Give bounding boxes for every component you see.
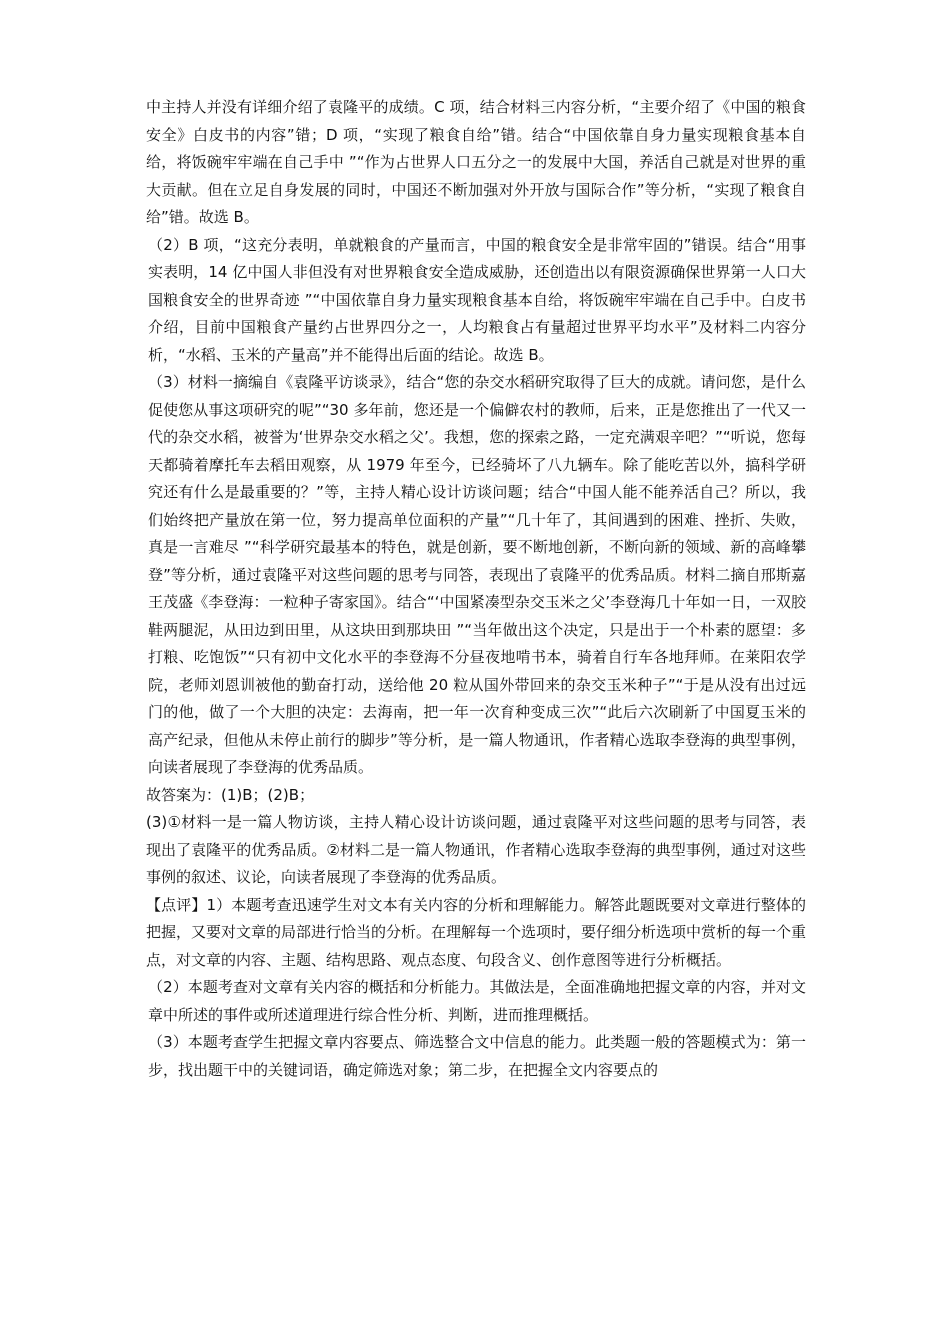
paragraph-analysis-2: （2）B 项，“这充分表明，单就粮食的产量而言，中国的粮食安全是非常牢固的”错误。结合“用事实表明，14 亿中国人非但没有对世界粮食安全造成威胁，还创造出以有限资源确保世界第一人口大国粮食安全的世界奇迹 ”“中国依靠自身力量实现粮食基本自给，将饭碗牢牢端在自己手中。白皮书介绍，目前中国粮食产量约占世界四分之一，人均粮食占有量超过世界平均水平”及材料二内容分析，“水稻、玉米的产量高”并不能得出后面的结论。故选 B。: [148, 235, 806, 364]
comment-paragraph-2: （2）本题考查对文章有关内容的概括和分析能力。其做法是，全面准确地把握文章的内容，并对文章中所述的事件或所述道理进行综合性分析、判断，进而推理概括。: [148, 978, 806, 1024]
answer-line: 故答案为：(1)B；(2)B；: [146, 785, 315, 804]
comment-paragraph-3: （3）本题考查学生把握文章内容要点、筛选整合文中信息的能力。此类题一般的答题模式为：第一步，找出题干中的关键词语，确定筛选对象；第二步，在把握全文内容要点的: [148, 1033, 806, 1079]
document-page: [146, 94, 806, 1084]
comment-paragraph-1: 【点评】1）本题考查迅速学生对文本有关内容的分析和理解能力。解答此题既要对文章进行整体的把握，又要对文章的局部进行恰当的分析。在理解每一个选项时，要仔细分析选项中赏析的每一个重点，对文章的内容、主题、结构思路、观点态度、句段含义、创作意图等进行分析概括。: [146, 895, 807, 969]
paragraph-analysis-3: （3）材料一摘编自《袁隆平访谈录》，结合“您的杂交水稻研究取得了巨大的成就。请问您，是什么促使您从事这项研究的呢”“30 多年前，您还是一个偏僻农村的教师，后来，正是您推出了一代又一 代的杂交水稻，被誉为‘世界杂交水稻之父’。我想，您的探索之路，一定充满艰辛吧？”“听说，您每天都骑着摩托车去稻田观察，从 1979 年至今，已经骑坏了八九辆车。除了能吃苦以外，搞科学研究还有什么是最重要的？”等，主持人精心设计访谈问题；结合“中国人能不能养活自己？所以，我们始终把产量放在第一位，努力提高单位面积的产量”“几十年了，其间遇到的困难、挫折、失败，真是一言难尽 ”“科学研究最基本的特色，就是创新，要不断地创新，不断向新的领域、新的高峰攀登”等分析，通过袁隆平对这些问题的思考与同答，表现出了袁隆平的优秀品质。材料二摘自邢斯嘉王茂盛《李登海：一粒种子寄家国》。结合“‘中国紧凑型杂交玉米之父’李登海几十年如一日，一双胶鞋两腿泥，从田边到田里，从这块田到那块田 ”“当年做出这个决定，只是出于一个朴素的愿望：多打粮、吃饱饭”“只有初中文化水平的李登海不分昼夜地啃书本，骑着自行车各地拜师。在莱阳农学院，老师刘恩训被他的勤奋打动，送给他 20 粒从国外带回来的杂交玉米种子”“于是从没有出过远门的他，做了一个大胆的决定：去海南，把一年一次育种变成三次”“此后六次刷新了中国夏玉米的高产纪录，但他从未停止前行的脚步”等分析，是一篇人物通讯，作者精心选取李登海的典型事例，向读者展现了李登海的优秀品质。: [148, 373, 806, 776]
paragraph-analysis-1: 中主持人并没有详细介绍了袁隆平的成绩。C 项，结合材料三内容分析，“主要介绍了《中国的粮食安全》白皮书的内容”错；D 项，“实现了粮食自给”错。结合“中国依靠自身力量实现粮食基本自给，将饭碗牢牢端在自己手中 ”“作为占世界人口五分之一的发展中大国，养活自己就是对世界的重大贡献。但在立足自身发展的同时，中国还不断加强对外开放与国际合作”等分析，“实现了粮食自给”错。故选 B。: [146, 98, 806, 226]
answer-detail: (3)①材料一是一篇人物访谈，主持人精心设计访谈问题，通过袁隆平对这些问题的思考与同答，表现出了袁隆平的优秀品质。②材料二是一篇人物通讯，作者精心选取李登海的典型事例，通过对这些事例的叙述、议论，向读者展现了李登海的优秀品质。: [146, 813, 806, 886]
